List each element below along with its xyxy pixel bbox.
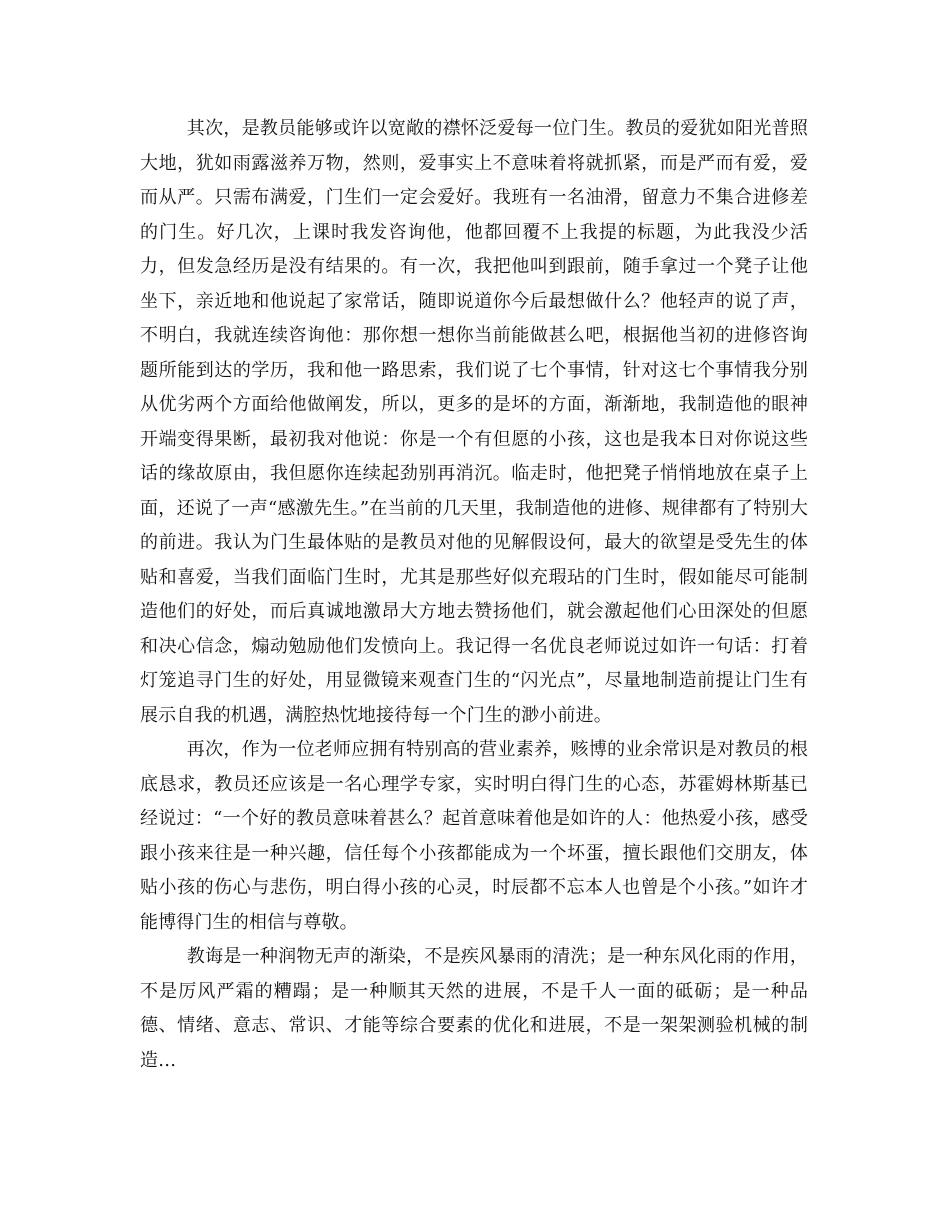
document-body <box>140 112 808 1078</box>
paragraph-care-for-students: 其次，是教员能够或许以宽敞的襟怀泛爱每一位门生。教员的爱犹如阳光普照大地，犹如雨露滋养万物，然则，爱事实上不意味着将就抓紧，而是严而有爱，爱而从严。只需布满爱，门生们一定会爱好。我班有一名油滑，留意力不集合进修差的门生。好几次，上课时我发咨询他，他都回覆不上我提的标题，为此我没少活力，但发急经历是没有结果的。有一次，我把他叫到跟前，随手拿过一个凳子让他坐下，亲近地和他说起了家常话，随即说道你今后最想做什么？他轻声的说了声，不明白，我就连续咨询他：那你想一想你当前能做甚么吧，根据他当初的进修咨询题所能到达的学历，我和他一路思索，我们说了七个事情，针对这七个事情我分别从优劣两个方面给他做阐发，所以，更多的是坏的方面，渐渐地，我制造他的眼神开端变得果断，最初我对他说：你是一个有但愿的小孩，这也是我本日对你说这些话的缘故原由，我但愿你连续起劲别再消沉。临走时，他把凳子悄悄地放在桌子上面，还说了一声“感激先生。”在当前的几天里，我制造他的进修、规律都有了特别大的前进。我认为门生最体贴的是教员对他的见解假设何，最大的欲望是受先生的体贴和喜爱，当我们面临门生时，尤其是那些好似充瑕玷的门生时，假如能尽可能制造他们的好处，而后真诚地激昂大方地去赞扬他们，就会激起他们心田深处的但愿和决心信念，煽动勉励他们发愤向上。我记得一名优良老师说过如许一句话：打着灯笼追寻门生的好处，用显微镜来观查门生的“闪光点”，尽量地制造前提让门生有展示自我的机遇，满腔热忱地接待每一个门生的渺小前进。 <box>140 118 808 726</box>
paragraph-education-nature: 教诲是一种润物无声的渐染，不是疾风暴雨的清洗；是一种东风化雨的作用，不是厉风严霜的糟蹋；是一种顺其天然的进展，不是千人一面的砥砺；是一种品德、情绪、意志、常识、才能等综合要素的优化和进展，不是一架架测验机械的制造… <box>140 946 808 1071</box>
paragraph-professional-quality: 再次，作为一位老师应拥有特别高的营业素养，赅博的业余常识是对教员的根底恳求，教员还应该是一名心理学专家，实时明白得门生的心态，苏霍姆林斯基已经说过：“一个好的教员意味着甚么？起首意味着他是如许的人：他热爱小孩，感受跟小孩来往是一种兴趣，信任每个小孩都能成为一个坏蛋，擅长跟他们交朋友，体贴小孩的伤心与悲伤，明白得小孩的心灵，时辰都不忘本人也曾是个小孩。”如许才能博得门生的相信与尊敬。 <box>140 739 808 933</box>
